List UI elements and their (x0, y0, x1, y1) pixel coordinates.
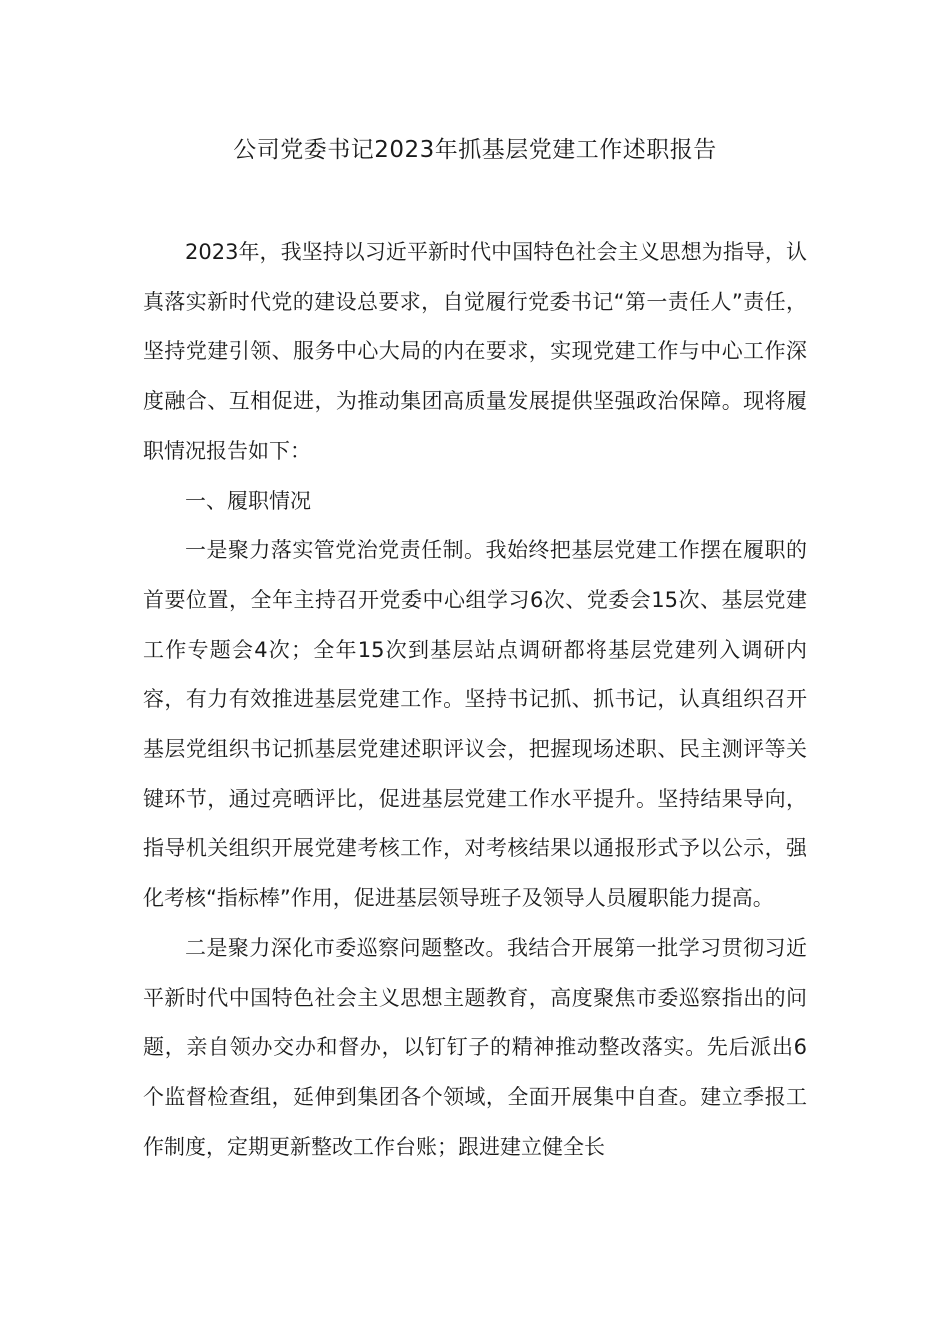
section-heading: 一、履职情况 (185, 488, 311, 513)
paragraph-intro: 2023年，我坚持以习近平新时代中国特色社会主义思想为指导，认真落实新时代党的建设总要求，自觉履行党委书记“第一责任人”责任，坚持党建引领、服务中心大局的内在要求，实现党建工作与中心工作深度融合、互相促进，为推动集团高质量发展提供坚强政治保障。现将履职情况报告如下： (143, 240, 807, 463)
document-title: 公司党委书记2023年抓基层党建工作述职报告 (233, 137, 717, 163)
paragraph-point-1: 一是聚力落实管党治党责任制。我始终把基层党建工作摆在履职的首要位置，全年主持召开党委中心组学习6次、党委会15次、基层党建工作专题会4次；全年15次到基层站点调研都将基层党建列入调研内容，有力有效推进基层党建工作。坚持书记抓、抓书记，认真组织召开基层党组织书记抓基层党建述职评议会，把握现场述职、民主测评等关键环节，通过亮晒评比，促进基层党建工作水平提升。坚持结果导向，指导机关组织开展党建考核工作，对考核结果以通报形式予以公示，强化考核“指标棒”作用，促进基层领导班子及领导人员履职能力提高。 (143, 538, 807, 911)
document-body (143, 228, 807, 1172)
paragraph-point-2: 二是聚力深化市委巡察问题整改。我结合开展第一批学习贯彻习近平新时代中国特色社会主义思想主题教育，高度聚焦市委巡察指出的问题，亲自领办交办和督办，以钉钉子的精神推动整改落实。先后派出6个监督检查组，延伸到集团各个领域，全面开展集中自查。建立季报工作制度，定期更新整改工作台账；跟进建立健全长 (143, 935, 807, 1159)
